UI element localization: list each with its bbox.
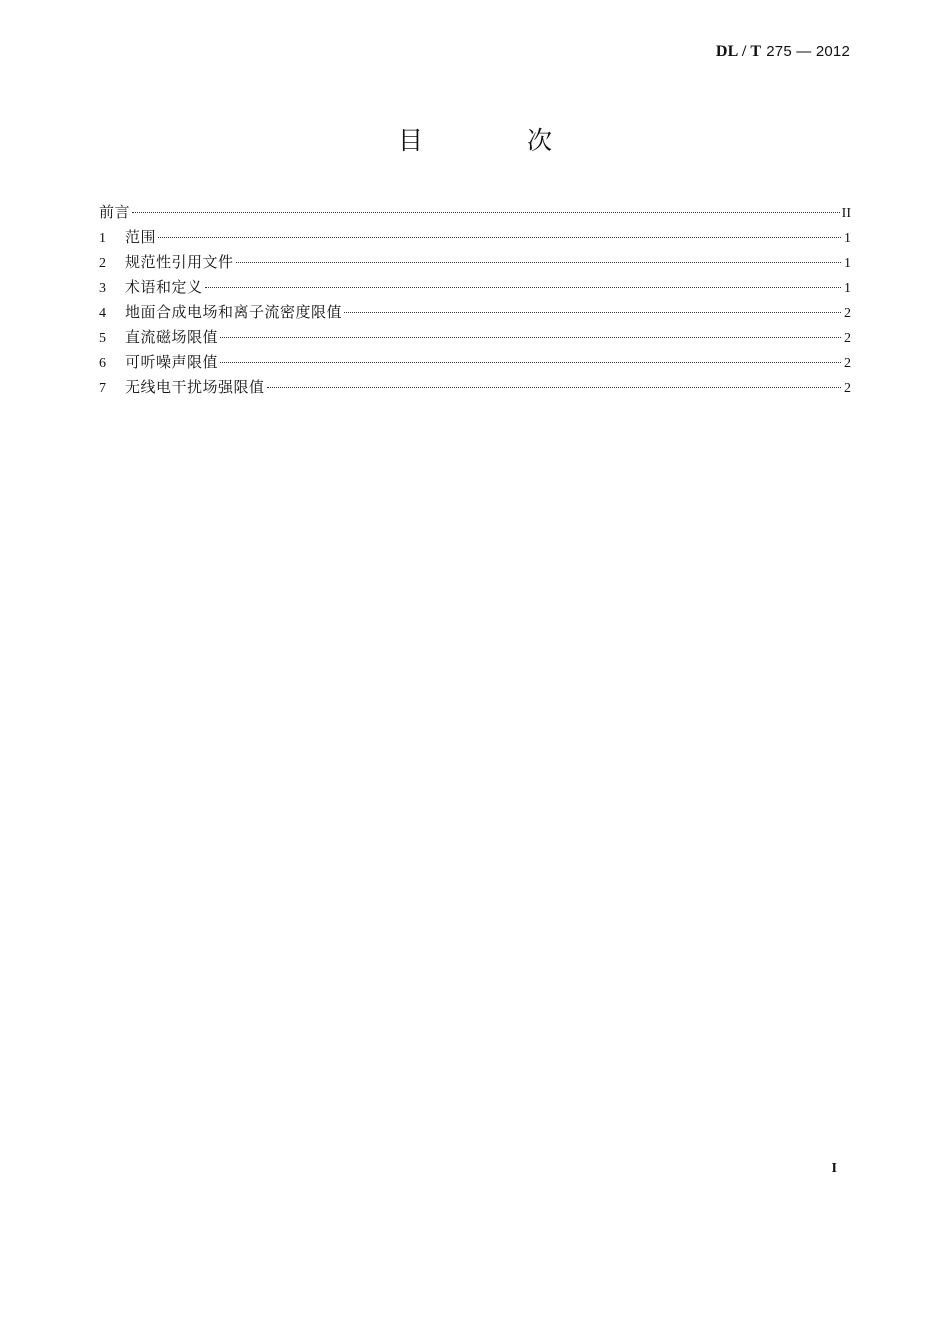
toc-leader-dots bbox=[267, 387, 841, 388]
toc-entry-page: 2 bbox=[844, 381, 851, 396]
toc-entry-4[interactable] bbox=[99, 300, 851, 325]
toc-entry-page: 1 bbox=[844, 231, 851, 246]
toc-entry-title: 前言 bbox=[99, 203, 131, 221]
toc-entry-6[interactable] bbox=[99, 350, 851, 375]
toc-entry-number: 5 bbox=[99, 331, 106, 346]
toc-leader-dots bbox=[344, 312, 841, 313]
toc-entry-2[interactable] bbox=[99, 250, 851, 275]
standard-prefix: DL / T bbox=[715, 43, 762, 60]
toc-entry-title: 直流磁场限值 bbox=[125, 328, 219, 346]
toc-leader-dots bbox=[205, 287, 841, 288]
toc-entry-7[interactable] bbox=[99, 375, 851, 400]
toc-entry-foreword[interactable] bbox=[99, 200, 851, 225]
standard-code bbox=[716, 42, 850, 61]
toc-leader-dots bbox=[132, 212, 840, 213]
toc-entry-page: II bbox=[841, 206, 851, 221]
toc-entry-title: 术语和定义 bbox=[125, 278, 203, 296]
toc-entry-title: 规范性引用文件 bbox=[125, 253, 234, 271]
toc-entry-page: 2 bbox=[844, 356, 851, 371]
toc-leader-dots bbox=[236, 262, 841, 263]
toc-entry-number: 3 bbox=[99, 281, 106, 296]
toc-entry-1[interactable] bbox=[99, 225, 851, 250]
toc-entry-title: 无线电干扰场强限值 bbox=[125, 378, 265, 396]
toc-entry-page: 1 bbox=[844, 281, 851, 296]
toc-entry-number: 4 bbox=[99, 306, 106, 321]
toc-entry-5[interactable] bbox=[99, 325, 851, 350]
page-number: I bbox=[831, 1161, 837, 1176]
toc-entry-number: 1 bbox=[99, 231, 106, 246]
toc-leader-dots bbox=[220, 362, 841, 363]
toc-entry-title: 范围 bbox=[125, 228, 157, 246]
page-title: 目 次 bbox=[398, 126, 600, 155]
table-of-contents bbox=[99, 200, 851, 400]
toc-entry-page: 1 bbox=[844, 256, 851, 271]
toc-entry-page: 2 bbox=[844, 331, 851, 346]
standard-number: 275 — 2012 bbox=[766, 43, 850, 60]
toc-entry-number: 2 bbox=[99, 256, 106, 271]
toc-entry-3[interactable] bbox=[99, 275, 851, 300]
toc-entry-number: 6 bbox=[99, 356, 106, 371]
toc-entry-title: 地面合成电场和离子流密度限值 bbox=[125, 303, 343, 321]
toc-entry-number: 7 bbox=[99, 381, 106, 396]
toc-leader-dots bbox=[158, 237, 841, 238]
toc-entry-page: 2 bbox=[844, 306, 851, 321]
toc-leader-dots bbox=[220, 337, 841, 338]
toc-entry-title: 可听噪声限值 bbox=[125, 353, 219, 371]
